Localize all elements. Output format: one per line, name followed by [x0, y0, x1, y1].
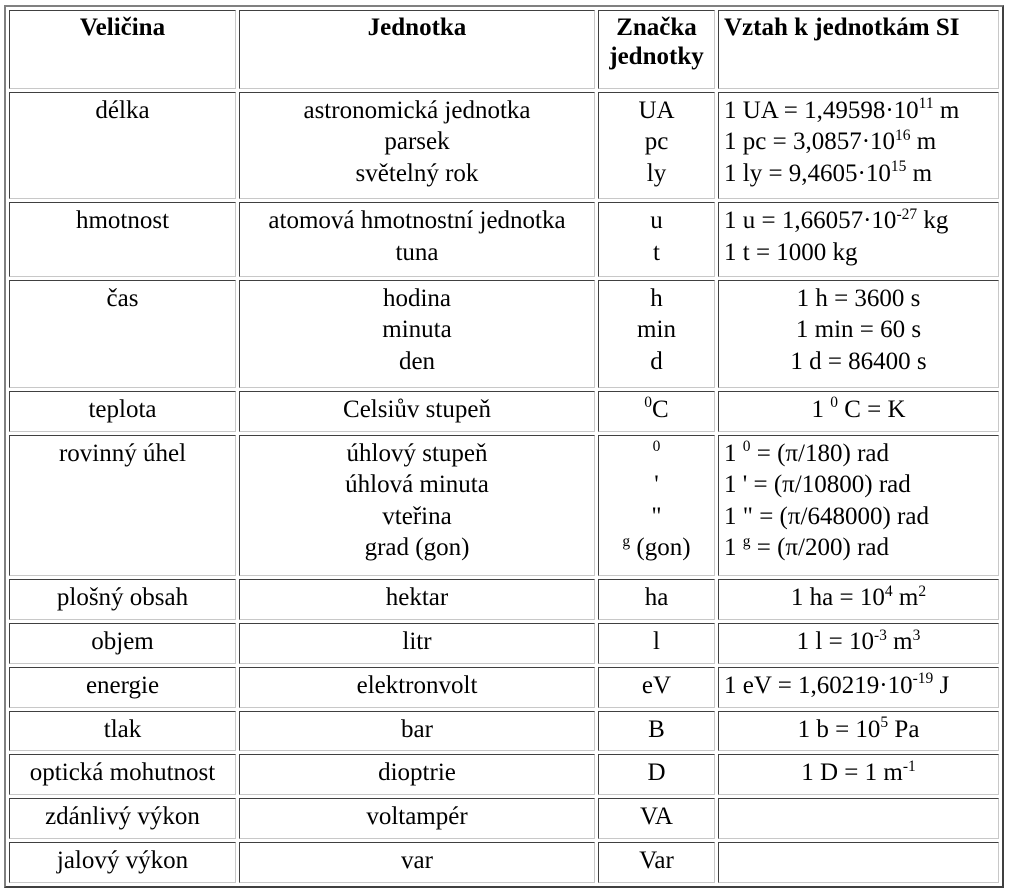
header-symbol-line2: jednotky	[609, 43, 704, 70]
symbol-cell	[598, 92, 715, 200]
relation-cell: 1 $l = 10^{-3}$ $m^3$	[718, 623, 999, 664]
table-row	[9, 391, 999, 432]
relation-cell: 1 $^0$ C = K	[718, 391, 999, 432]
quantity-cell: tlak	[9, 711, 236, 752]
unit-cell: var	[239, 842, 595, 883]
table-row	[9, 579, 999, 620]
header-row	[9, 10, 999, 89]
relation-cell	[718, 435, 999, 576]
symbol-cell: B	[598, 711, 715, 752]
relation-formula: 1 $^g$ = (π/200) rad	[724, 532, 889, 562]
unit-name: úhlový stupeň	[346, 439, 488, 467]
table-row	[9, 280, 999, 388]
unit-cell: litr	[239, 623, 595, 664]
relation-formula: 1 $u = 1,66057\cdot 10^{-27}$ kg	[724, 206, 949, 235]
unit-cell	[239, 92, 595, 200]
table-row	[9, 798, 999, 839]
unit-name: světelný rok	[355, 159, 479, 187]
unit-symbol: 0	[652, 438, 661, 456]
quantity-cell: optická mohutnost	[9, 754, 236, 795]
relation-formula: 1 t = 1000 kg	[724, 238, 858, 266]
unit-name: den	[398, 347, 436, 375]
quantity-cell: hmotnost	[9, 202, 236, 276]
header-unit: Jednotka	[239, 10, 595, 89]
symbol-cell: eV	[598, 667, 715, 708]
unit-cell	[239, 280, 595, 388]
header-quantity: Veličina	[9, 10, 236, 89]
unit-symbol: t	[653, 238, 660, 266]
symbol-cell: D	[598, 754, 715, 795]
quantity-cell: energie	[9, 667, 236, 708]
unit-cell	[239, 435, 595, 576]
unit-cell: voltampér	[239, 798, 595, 839]
quantity-cell: plošný obsah	[9, 579, 236, 620]
relation-cell: 1 eV = $1,60219\cdot 10^{-19}$ J	[718, 667, 999, 708]
symbol-cell: l	[598, 623, 715, 664]
unit-name: úhlová minuta	[345, 471, 489, 499]
units-table	[4, 5, 1004, 888]
relation-cell	[718, 92, 999, 200]
relation-formula: 1 d = 86400 s	[790, 347, 927, 375]
relation-cell	[718, 202, 999, 276]
symbol-cell	[598, 435, 715, 576]
unit-symbol: '	[654, 471, 659, 499]
relation-cell	[718, 798, 999, 839]
unit-cell: bar	[239, 711, 595, 752]
table-row	[9, 202, 999, 276]
relation-cell: 1 D = 1 $m^{-1}$	[718, 754, 999, 795]
relation-formula: 1 ' = (π/10800) rad	[724, 471, 911, 499]
unit-cell	[239, 202, 595, 276]
relation-cell	[718, 842, 999, 883]
header-symbol	[598, 10, 715, 89]
relation-formula: 1 ly = $9,4605\cdot 10^{15}$ m	[724, 158, 933, 187]
table-row	[9, 711, 999, 752]
quantity-cell: délka	[9, 92, 236, 200]
unit-name: atomová hmotnostní jednotka	[268, 207, 566, 235]
quantity-cell: zdánlivý výkon	[9, 798, 236, 839]
unit-name: tuna	[395, 238, 439, 266]
quantity-cell: čas	[9, 280, 236, 388]
table-row	[9, 842, 999, 883]
unit-symbol: $^g$ (gon)	[622, 532, 691, 562]
symbol-cell: $^0$C	[598, 391, 715, 432]
unit-symbol: min	[637, 316, 676, 344]
table-row	[9, 754, 999, 795]
unit-cell: dioptrie	[239, 754, 595, 795]
relation-formula: 1 UA = $1,49598\cdot 10^{11}$ m	[724, 95, 960, 124]
symbol-cell: ha	[598, 579, 715, 620]
unit-name: minuta	[382, 316, 452, 344]
table-row	[9, 92, 999, 200]
unit-symbol: d	[650, 347, 663, 375]
header-symbol-line1: Značka	[616, 14, 697, 41]
unit-symbol: h	[650, 284, 663, 312]
relation-formula: 1 min = 60 s	[795, 316, 922, 344]
table-row	[9, 667, 999, 708]
table-row	[9, 435, 999, 576]
quantity-cell: objem	[9, 623, 236, 664]
unit-symbol: u	[650, 207, 663, 235]
unit-name: grad (gon)	[364, 534, 470, 562]
quantity-cell: jalový výkon	[9, 842, 236, 883]
unit-symbol: "	[651, 502, 662, 530]
unit-cell: hektar	[239, 579, 595, 620]
relation-formula: 1 " = (π/648000) rad	[724, 502, 929, 530]
symbol-cell	[598, 202, 715, 276]
relation-cell	[718, 280, 999, 388]
symbol-cell	[598, 280, 715, 388]
relation-formula: 1 $^0$ = (π/180) rad	[724, 438, 889, 467]
symbol-cell: Var	[598, 842, 715, 883]
relation-cell: 1 ha = $10^4$ $m^2$	[718, 579, 999, 620]
unit-symbol: pc	[644, 128, 669, 156]
symbol-cell: VA	[598, 798, 715, 839]
relation-formula: 1 pc = $3,0857\cdot 10^{16}$ m	[724, 126, 937, 156]
relation-cell: 1 $b = 10^5$ Pa	[718, 711, 999, 752]
unit-name: hodina	[382, 284, 452, 312]
quantity-cell: teplota	[9, 391, 236, 432]
header-relation: Vztah k jednotkám SI	[718, 10, 999, 89]
unit-name: astronomická jednotka	[303, 96, 531, 124]
unit-cell: elektronvolt	[239, 667, 595, 708]
unit-name: vteřina	[382, 502, 452, 530]
table-row	[9, 623, 999, 664]
unit-cell: Celsiův stupeň	[239, 391, 595, 432]
relation-formula: 1 h = 3600 s	[796, 284, 921, 312]
unit-name: parsek	[384, 128, 450, 156]
unit-symbol: ly	[646, 159, 667, 187]
unit-symbol: UA	[638, 96, 675, 124]
quantity-cell: rovinný úhel	[9, 435, 236, 576]
